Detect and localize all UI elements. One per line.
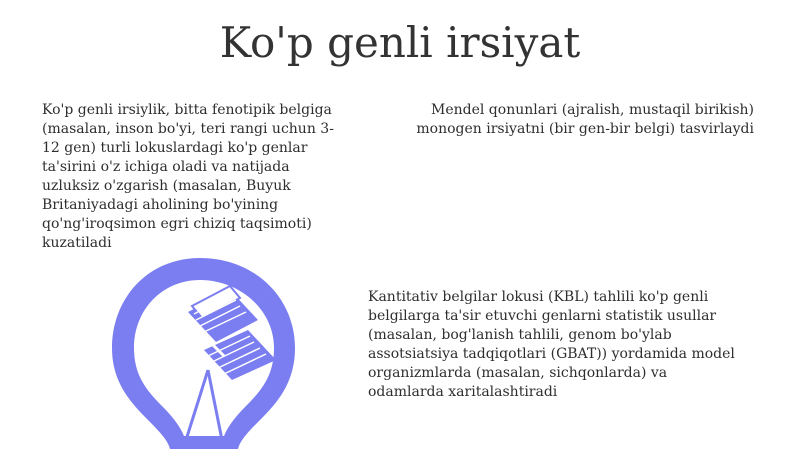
lightbulb-book-icon: [90, 250, 320, 449]
mendel-description: Mendel qonunlari (ajralish, mustaqil birikish) monogen irsiyatni (bir gen-bir belgi) tasvirlaydi: [416, 102, 754, 137]
qtl-description: Kantitativ belgilar lokusi (KBL) tahlili ko'p genli belgilarga ta'sir etuvchi genlarni statistik usullar (masalan, bog'lanish tahlili, genom bo'ylab assotsiatsiya tadqiqotlari (GBAT)) yordamida model organizmlarda (masalan, sichqonlarda) va odamlarda xaritalashtiradi: [368, 289, 735, 400]
slide-title: Ko'p genli irsiyat: [219, 18, 581, 67]
polygenic-description: Ko'p genli irsiylik, bitta fenotipik belgiga (masalan, inson bo'yi, teri rangi uchun 3-12 gen) turli lokuslardagi ko'p genlar ta'sirini o'z ichiga oladi va natijada uzluksiz o'zgarish (masalan, Buyuk Britaniyadagi aholining bo'yining qo'ng'iroqsimon egri chiziq taqsimoti) kuzatiladi: [42, 102, 334, 251]
